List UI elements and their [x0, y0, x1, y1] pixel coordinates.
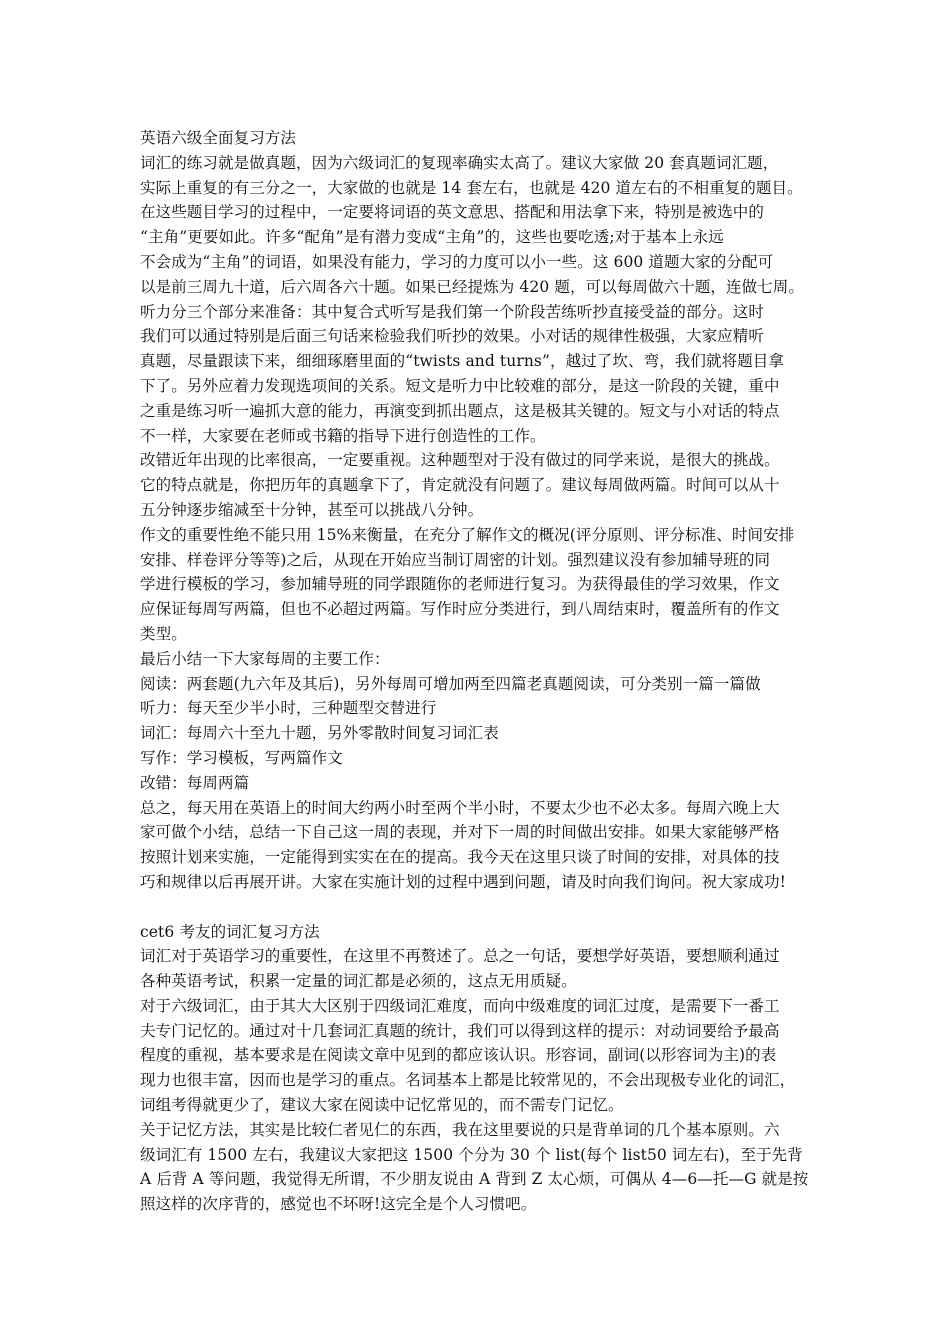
text-line: 巧和规律以后再展开讲。大家在实施计划的过程中遇到问题，请及时向我们询问。祝大家成功!: [140, 872, 786, 891]
text-line: 下了。另外应着力发现选项间的关系。短文是听力中比较难的部分，是这一阶段的关键，重中: [140, 376, 780, 395]
text-line: 关于记忆方法，其实是比较仁者见仁的东西，我在这里要说的只是背单词的几个基本原则。六: [140, 1120, 780, 1139]
document-page: [140, 126, 830, 1217]
text-line: 夫专门记忆的。通过对十几套词汇真题的统计，我们可以得到这样的提示：对动词要给予最高: [140, 1021, 780, 1040]
text-line: 我们可以通过特别是后面三句话来检验我们听抄的效果。小对话的规律性极强，大家应精听: [140, 327, 765, 346]
text-line: 真题，尽量跟读下来，细细琢磨里面的“twists and turns”，越过了坎、弯，我们就将题目拿: [140, 352, 784, 371]
section-body: [140, 944, 830, 1217]
text-line: 词组考得就更少了，建议大家在阅读中记忆常见的，而不需专门记忆。: [140, 1096, 624, 1115]
section-title: 英语六级全面复习方法: [140, 129, 297, 147]
text-line: 听力分三个部分来准备：其中复合式听写是我们第一个阶段苦练听抄直接受益的部分。这时: [140, 302, 765, 321]
text-line: 它的特点就是，你把历年的真题拿下了，肯定就没有问题了。建议每周做两篇。时间可以从十: [140, 476, 780, 495]
text-line: 词汇：每周六十至九十题，另外零散时间复习词汇表: [140, 724, 499, 743]
text-line: 词汇的练习就是做真题，因为六级词汇的复现率确实太高了。建议大家做 20 套真题词汇题，: [140, 153, 779, 172]
text-line: 对于六级词汇，由于其大大区别于四级词汇难度，而向中级难度的词汇过度，是需要下一番工: [140, 996, 780, 1015]
text-line: 最后小结一下大家每周的主要工作：: [140, 649, 390, 668]
text-line: 按照计划来实施，一定能得到实实在在的提高。我今天在这里只谈了时间的安排，对具体的技: [140, 848, 780, 867]
text-line: “主角”更要如此。许多“配角”是有潜力变成“主角”的，这些也要吃透;对于基本上永远: [140, 228, 724, 247]
text-line: 类型。: [140, 624, 187, 643]
text-line: 学进行模板的学习，参加辅导班的同学跟随你的老师进行复习。为获得最佳的学习效果，作文: [140, 575, 780, 594]
text-line: 阅读：两套题(九六年及其后)，另外每周可增加两至四篇老真题阅读，可分类别一篇一篇做: [140, 674, 761, 693]
text-line: 不一样，大家要在老师或书籍的指导下进行创造性的工作。: [140, 426, 546, 445]
section-spacer: [140, 895, 830, 920]
text-line: A 后背 A 等问题，我觉得无所谓，不少朋友说由 A 背到 Z 太心烦，可偶从 4—6—托—G 就是按: [140, 1170, 809, 1189]
text-line: 以是前三周九十道，后六周各六十题。如果已经提炼为 420 题，可以每周做六十题，连做七周。: [140, 277, 804, 296]
text-line: 级词汇有 1500 左右，我建议大家把这 1500 个分为 30 个 list(每个 list50 词左右)，至于先背: [140, 1145, 803, 1164]
text-line: 听力：每天至少半小时，三种题型交替进行: [140, 699, 437, 718]
text-line: 写作：学习模板，写两篇作文: [140, 748, 343, 767]
text-line: 照这样的次序背的，感觉也不坏呀!这完全是个人习惯吧。: [140, 1195, 537, 1214]
text-line: 各种英语考试，积累一定量的词汇都是必须的，这点无用质疑。: [140, 972, 577, 991]
section-study-plan: [140, 126, 830, 895]
text-line: 安排、样卷评分等等)之后，从现在开始应当制订周密的计划。强烈建议没有参加辅导班的同: [140, 550, 771, 569]
text-line: 总之，每天用在英语上的时间大约两小时至两个半小时，不要太少也不必太多。每周六晚上大: [140, 798, 780, 817]
section-body: [140, 151, 830, 895]
text-line: 在这些题目学习的过程中，一定要将词语的英文意思、搭配和用法拿下来，特别是被选中的: [140, 203, 765, 222]
text-line: 改错：每周两篇: [140, 773, 250, 792]
text-line: 改错近年出现的比率很高，一定要重视。这种题型对于没有做过的同学来说，是很大的挑战。: [140, 451, 780, 470]
text-line: 词汇对于英语学习的重要性，在这里不再赘述了。总之一句话，要想学好英语，要想顺利通过: [140, 947, 780, 966]
text-line: 应保证每周写两篇，但也不必超过两篇。写作时应分类进行，到八周结束时，覆盖所有的作文: [140, 600, 780, 619]
section-vocabulary-method: [140, 920, 830, 1218]
text-line: 五分钟逐步缩减至十分钟，甚至可以挑战八分钟。: [140, 500, 484, 519]
text-line: 不会成为“主角”的词语，如果没有能力，学习的力度可以小一些。这 600 道题大家的分配可: [140, 252, 774, 271]
text-line: 之重是练习听一遍抓大意的能力，再演变到抓出题点，这是极其关键的。短文与小对话的特点: [140, 401, 780, 420]
text-line: 现力也很丰富，因而也是学习的重点。名词基本上都是比较常见的，不会出现极专业化的词汇，: [140, 1071, 796, 1090]
section-title: cet6 考友的词汇复习方法: [140, 922, 320, 941]
text-line: 实际上重复的有三分之一，大家做的也就是 14 套左右，也就是 420 道左右的不相重复的题目。: [140, 178, 803, 197]
text-line: 作文的重要性绝不能只用 15%来衡量，在充分了解作文的概况(评分原则、评分标准、时间安排: [140, 525, 795, 544]
text-line: 家可做个小结，总结一下自己这一周的表现，并对下一周的时间做出安排。如果大家能够严格: [140, 823, 780, 842]
text-line: 程度的重视，基本要求是在阅读文章中见到的都应该认识。形容词，副词(以形容词为主)的表: [140, 1046, 777, 1065]
